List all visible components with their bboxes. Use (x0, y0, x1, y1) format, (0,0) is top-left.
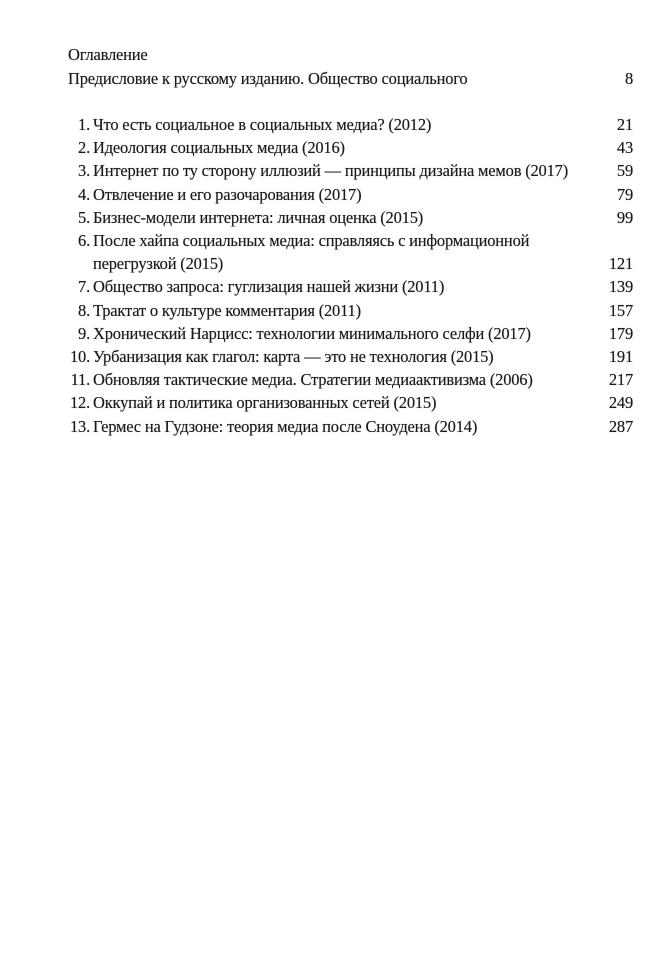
toc-entry-title: Общество запроса: гуглизация нашей жизни (2011) (93, 277, 445, 297)
toc-entry-title: Урбанизация как глагол: карта — это не технология (2015) (93, 347, 494, 367)
toc-entry-page: 191 (608, 347, 633, 367)
toc-entry-number: 8. (78, 300, 90, 320)
toc-entry-number: 9. (78, 323, 90, 343)
toc-entry (68, 368, 633, 391)
toc-entry-number: 5. (78, 207, 90, 227)
toc-entry (68, 229, 633, 275)
toc-entry-title: Отвлечение и его разочарования (2017) (93, 184, 362, 204)
toc-entry (68, 113, 633, 136)
toc-entry (68, 136, 633, 159)
toc-entry-number: 7. (78, 277, 90, 297)
toc-entry-page: 59 (616, 161, 633, 181)
toc-entry-page: 43 (616, 138, 633, 158)
toc-entry (68, 159, 633, 182)
toc-entry-page: 179 (608, 323, 633, 343)
toc-entry-number: 4. (78, 184, 90, 204)
toc-entry-number: 12. (69, 393, 90, 413)
toc-entry-page: 157 (608, 300, 633, 320)
toc-entry-page: 287 (608, 416, 633, 436)
toc-entry (68, 391, 633, 414)
toc-entry-title: Трактат о культуре комментария (2011) (93, 300, 361, 320)
toc-entry-title: После хайпа социальных медиа: справляясь с информационной перегрузкой (2015) (93, 231, 530, 274)
toc-heading: Оглавление (68, 45, 148, 64)
toc-entry-page: 217 (608, 370, 633, 390)
toc-entry-title: Интернет по ту сторону иллюзий — принципы дизайна мемов (2017) (93, 161, 568, 181)
toc-entry-number: 13. (69, 416, 90, 436)
toc-entry (68, 275, 633, 298)
toc-entry-number: 2. (78, 138, 90, 158)
toc-entry-title: Оккупай и политика организованных сетей (2015) (93, 393, 437, 413)
toc-entry-title: Обновляя тактические медиа. Стратегии медиаактивизма (2006) (93, 370, 533, 390)
toc-entry-page: 121 (608, 254, 633, 274)
toc-entry-page: 79 (616, 184, 633, 204)
table-of-contents (68, 67, 633, 438)
toc-spacer (68, 90, 633, 113)
toc-entry-title: Что есть социальное в социальных медиа? (2012) (93, 115, 432, 134)
toc-entry (68, 206, 633, 229)
toc-entry (68, 322, 633, 345)
toc-entry (68, 345, 633, 368)
toc-preface-title: Предисловие к русскому изданию. Общество социального (68, 69, 468, 88)
toc-entry (68, 415, 633, 438)
toc-entry-number: 10. (69, 347, 90, 367)
toc-entry-number: 6. (78, 231, 90, 251)
toc-preface-entry (68, 67, 633, 90)
toc-preface-page: 8 (624, 69, 633, 88)
toc-entry-title: Гермес на Гудзоне: теория медиа после Сноудена (2014) (93, 416, 478, 436)
toc-entry-page: 99 (616, 207, 633, 227)
toc-entry (68, 183, 633, 206)
toc-entry-page: 21 (616, 115, 633, 134)
toc-entry-title: Идеология социальных медиа (2016) (93, 138, 345, 158)
toc-entry-number: 1. (78, 115, 90, 134)
toc-entry-number: 3. (78, 161, 90, 181)
toc-entry (68, 299, 633, 322)
toc-entry-title: Бизнес-модели интернета: личная оценка (2015) (93, 207, 424, 227)
toc-entry-title: Хронический Нарцисс: технологии минимального селфи (2017) (93, 323, 531, 343)
toc-entry-number: 11. (70, 370, 90, 390)
toc-entry-page: 139 (608, 277, 633, 297)
toc-entry-page: 249 (608, 393, 633, 413)
